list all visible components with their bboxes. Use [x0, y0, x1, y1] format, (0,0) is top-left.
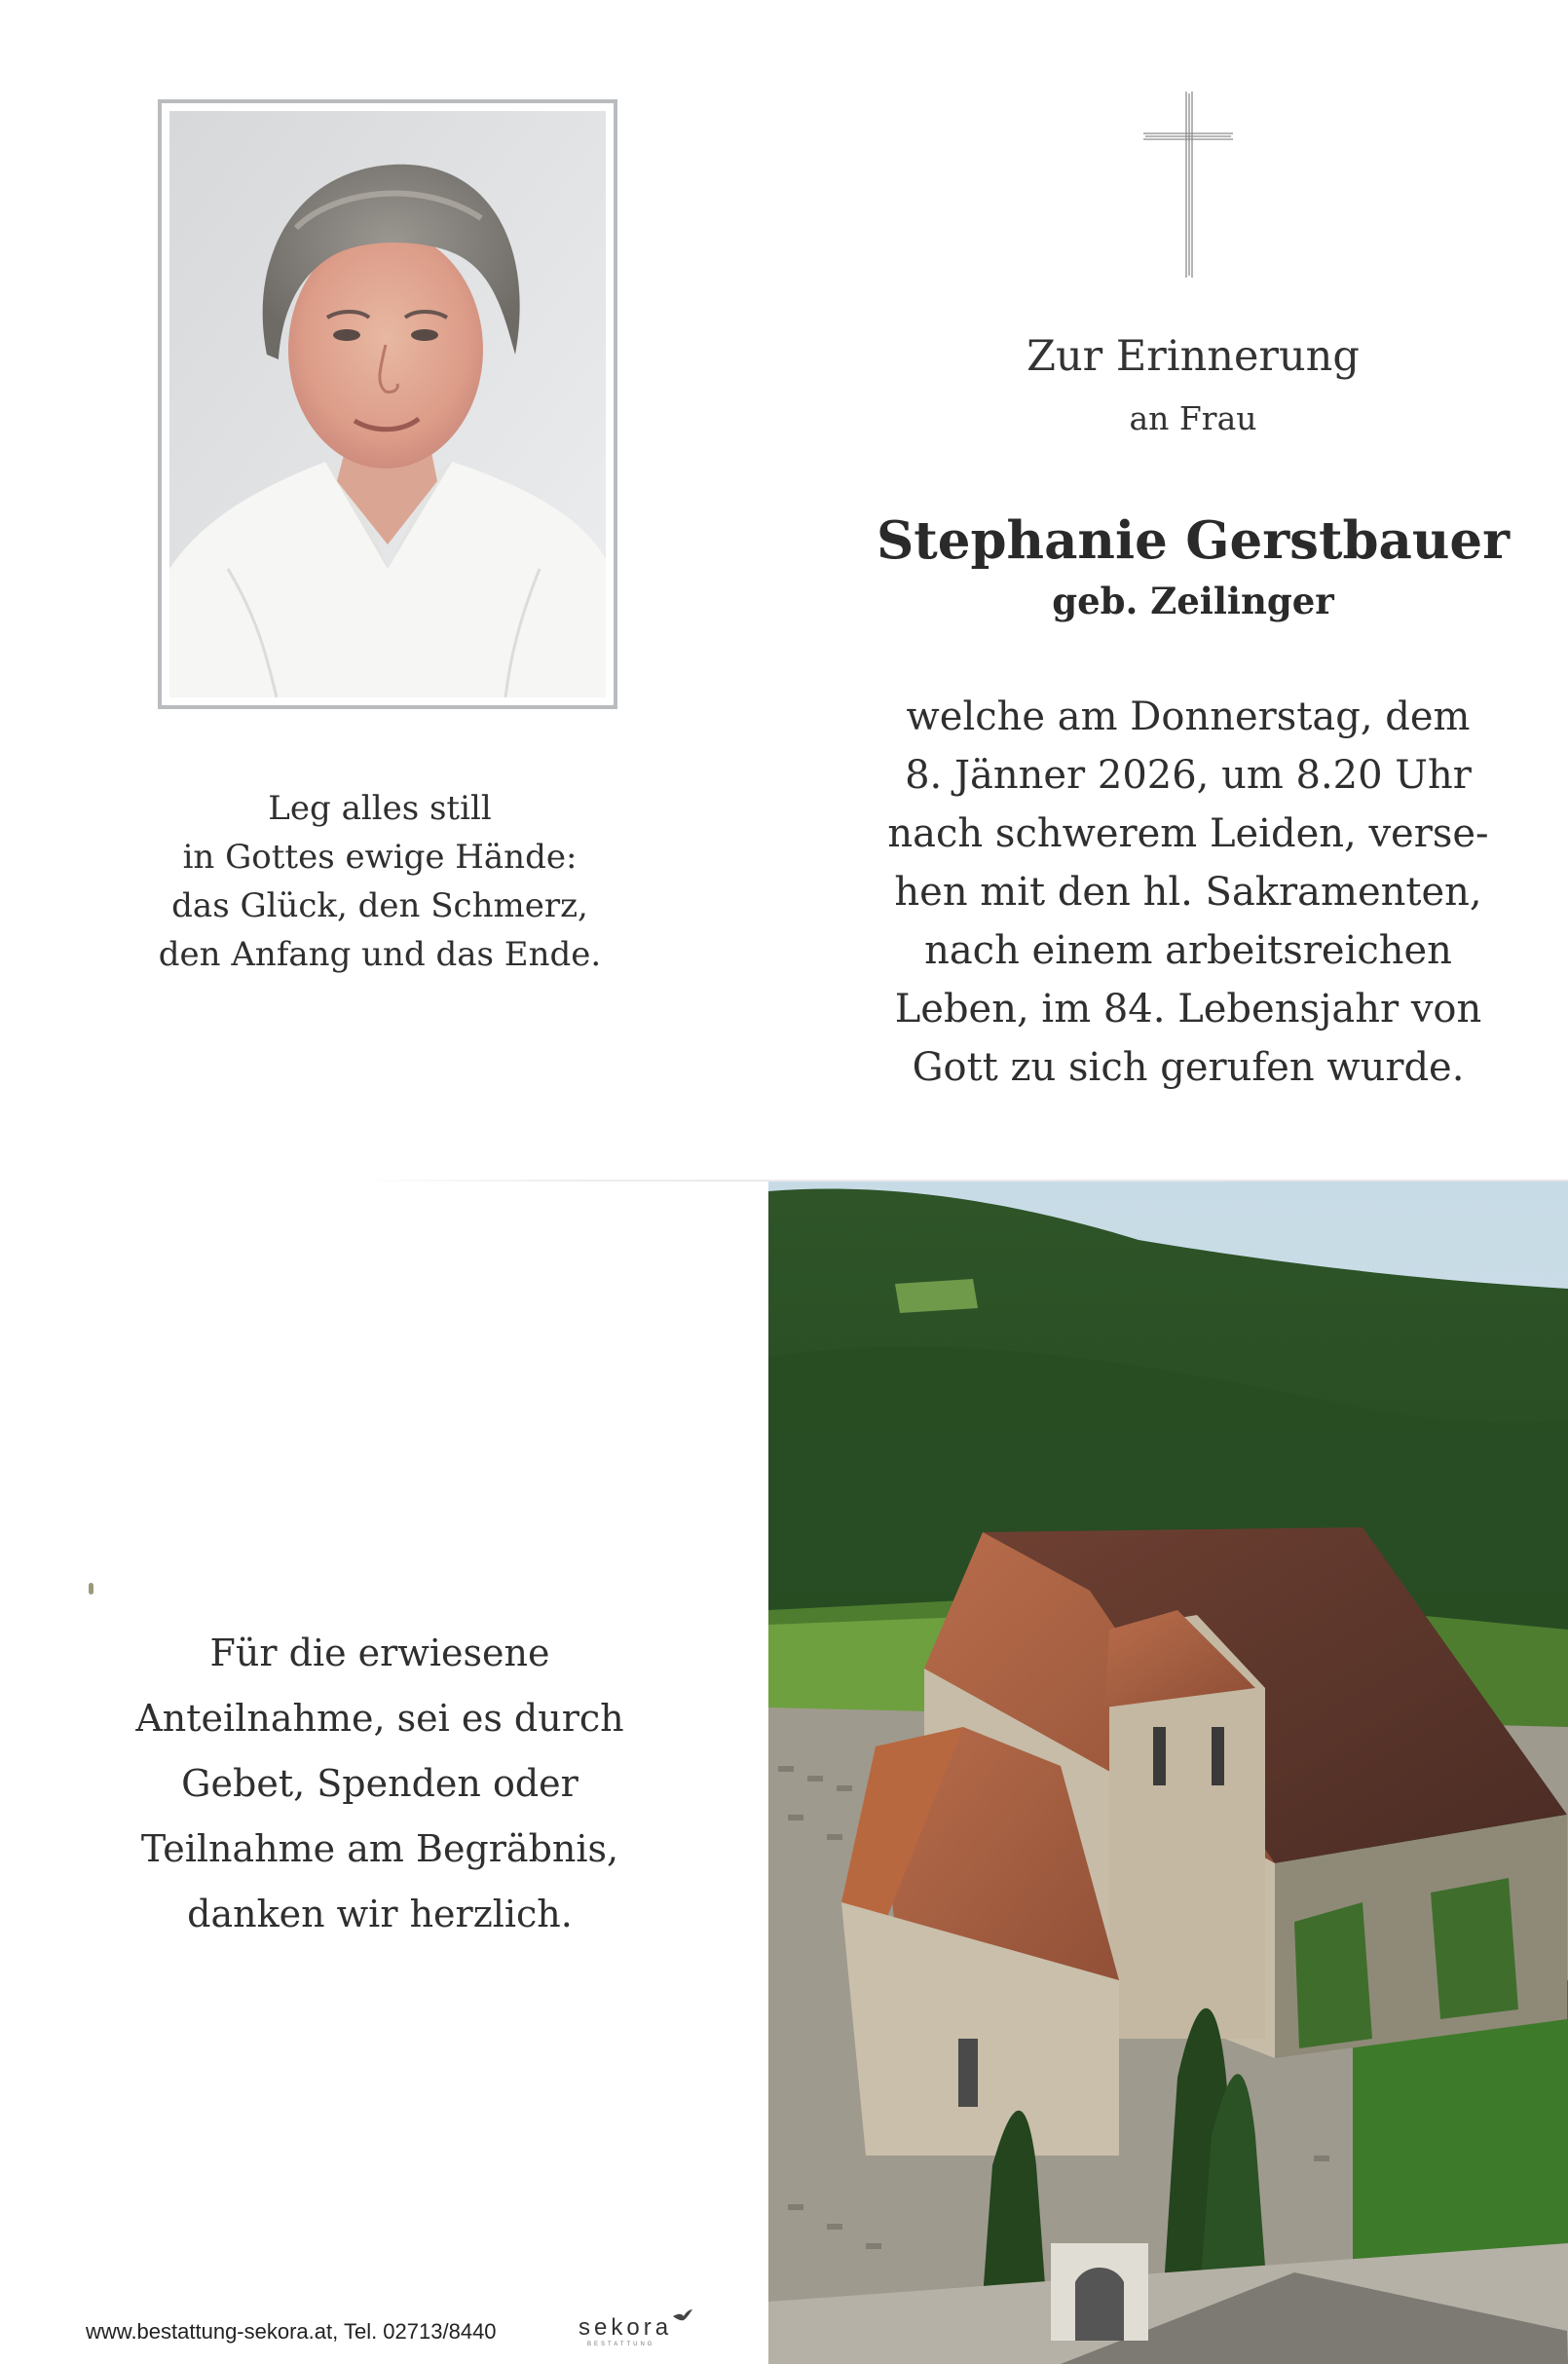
- death-notice-line: Leben, im 84. Lebensjahr von: [894, 987, 1482, 1032]
- footer-contact: www.bestattung-sekora.at, Tel. 02713/8440: [86, 2319, 497, 2344]
- sekora-logo-subtitle: BESTATTUNG: [587, 2342, 655, 2347]
- verse-line: den Anfang und das Ende.: [158, 935, 602, 974]
- deceased-name: Stephanie Gerstbauer: [877, 510, 1511, 571]
- thanks-line: Anteilnahme, sei es durch: [135, 1697, 624, 1740]
- verse-line: Leg alles still: [268, 789, 492, 828]
- death-notice-line: Gott zu sich gerufen wurde.: [912, 1045, 1465, 1090]
- thanks-line: danken wir herzlich.: [187, 1893, 573, 1935]
- portrait-image: [169, 111, 606, 697]
- thanks-line: Teilnahme am Begräbnis,: [140, 1827, 619, 1870]
- death-notice-line: nach schwerem Leiden, verse-: [887, 811, 1489, 856]
- small-mark: [89, 1583, 93, 1595]
- death-notice-line: hen mit den hl. Sakramenten,: [894, 870, 1482, 915]
- memory-subtitle: an Frau: [1129, 399, 1257, 437]
- verse-line: das Glück, den Schmerz,: [171, 886, 588, 925]
- thanks-text: [127, 1621, 633, 1947]
- bird-icon: [672, 2308, 693, 2323]
- birth-name: geb. Zeilinger: [1052, 580, 1334, 622]
- death-notice-line: 8. Jänner 2026, um 8.20 Uhr: [905, 753, 1472, 798]
- cross-icon: [1139, 90, 1237, 280]
- sekora-logo: sekora: [579, 2314, 673, 2341]
- verse-line: in Gottes ewige Hände:: [182, 838, 578, 877]
- death-notice-line: welche am Donnerstag, dem: [906, 694, 1471, 739]
- memory-title: Zur Erinnerung: [1027, 332, 1360, 381]
- thanks-line: Gebet, Spenden oder: [181, 1762, 579, 1805]
- thanks-line: Für die erwiesene: [209, 1632, 550, 1674]
- church-image: [768, 1182, 1568, 2364]
- verse: [136, 784, 623, 979]
- death-notice-line: nach einem arbeitsreichen: [924, 928, 1452, 973]
- portrait-photo: [158, 99, 617, 709]
- death-notice: [877, 688, 1500, 1097]
- church-photo: [768, 1182, 1568, 2364]
